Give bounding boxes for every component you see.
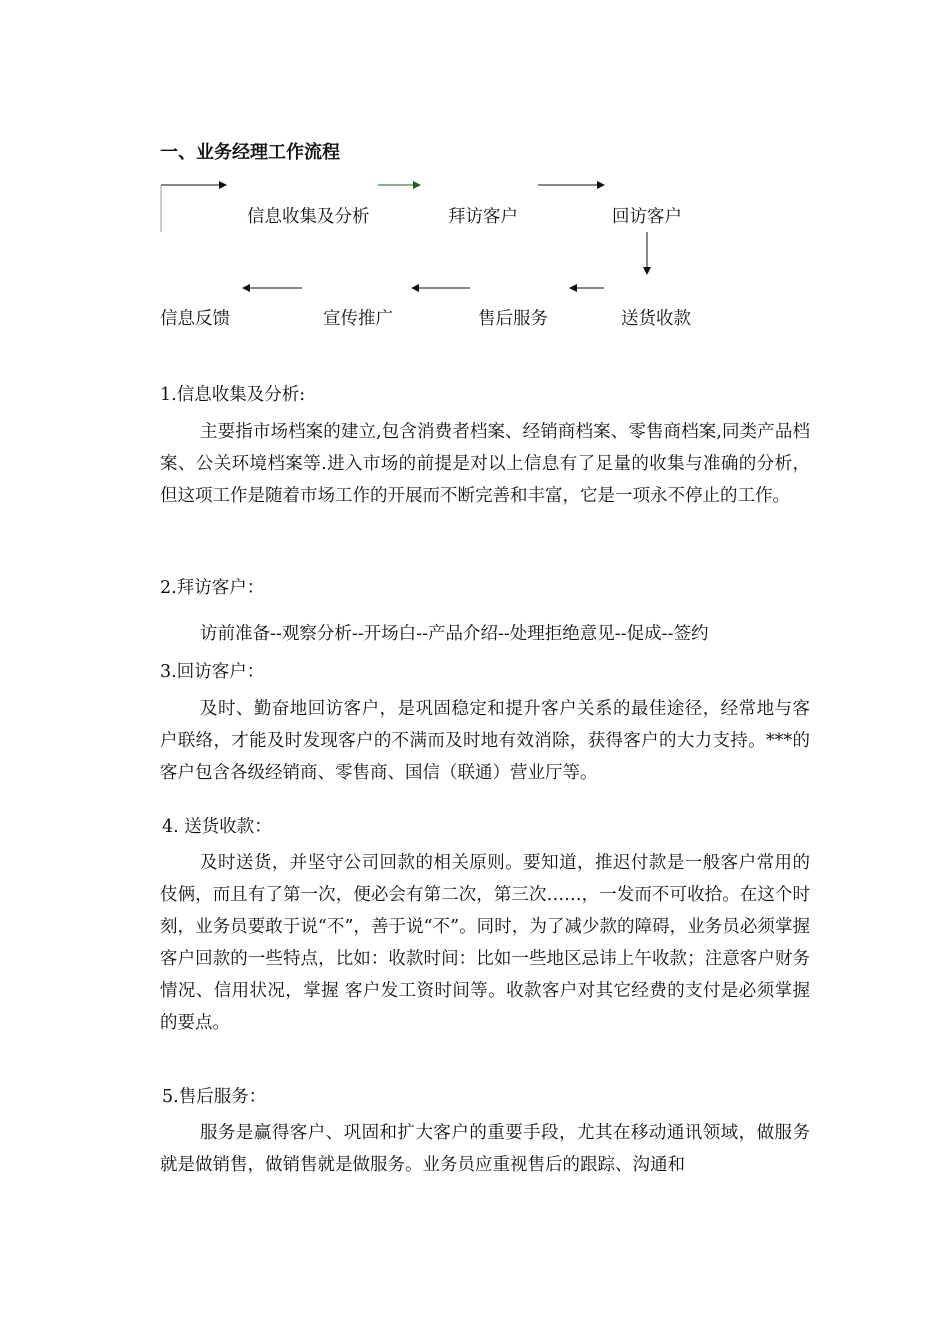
flow-node-after-sales: 售后服务 (478, 309, 548, 329)
section-body: 服务是赢得客户、巩固和扩大客户的重要手段，尤其在移动通讯领域，做服务就是做销售，做销售就是做服务。业务员应重视售后的跟踪、沟通和 (160, 1123, 810, 1175)
section-body: 及时送货，并坚守公司回款的相关原则。要知道，推迟付款是一般客户常用的伎俩，而且有了第一次，便必会有第二次，第三次……，一发而不可收拾。在这个时刻，业务员要敢于说“不”，善于说“不”。同时，为了减少款的障碍，业务员必须掌握客户回款的一些特点，比如：收款时间：比如一些地区忌讳上午收款；注意客户财务情况、信用状况，掌握 客户发工资时间等。收款客户对其它经费的支付是必须掌握的要点。 (160, 853, 810, 1033)
section-heading: 2.拜访客户： (160, 578, 265, 598)
flow-node-revisit-customer: 回访客户 (612, 207, 682, 227)
section-heading: 1.信息收集及分析: (160, 385, 306, 405)
flow-node-delivery-payment: 送货收款 (621, 309, 691, 329)
section-body: 及时、勤奋地回访客户，是巩固稳定和提升客户关系的最佳途径，经常地与客户联络，才能及时发现客户的不满而及时地有效消除，获得客户的大力支持。***的客户包含各级经销商、零售商、国信（联通）营业厅等。 (160, 699, 810, 783)
page-title: 一、业务经理工作流程 (160, 142, 340, 163)
flow-node-visit-customer: 拜访客户 (448, 207, 518, 227)
section-heading: 5.售后服务： (162, 1087, 267, 1107)
section-heading: 4. 送货收款： (162, 817, 272, 837)
section-body: 主要指市场档案的建立,包含消费者档案、经销商档案、零售商档案,同类产品档案、公关环境档案等.进入市场的前提是对以上信息有了足量的收集与准确的分析，但这项工作是随着市场工作的开展而不断完善和丰富，它是一项永不停止的工作。 (160, 422, 810, 506)
section-body: 访前准备--观察分析--开场白--产品介绍--处理拒绝意见--促成--签约 (200, 624, 709, 644)
section-heading: 3.回访客户： (160, 662, 265, 682)
flow-node-promotion: 宣传推广 (323, 309, 393, 329)
flow-node-info-feedback: 信息反馈 (160, 309, 230, 329)
flow-diagram-arrows (0, 170, 950, 310)
flow-node-info-collection: 信息收集及分析 (247, 207, 370, 227)
